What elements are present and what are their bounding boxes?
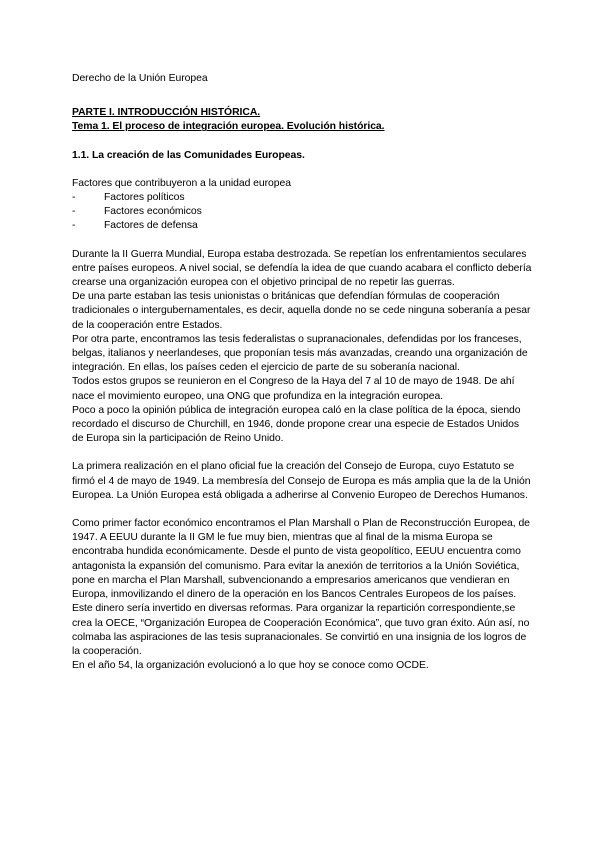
factors-intro: Factores que contribuyeron a la unidad europea	[72, 177, 291, 189]
paragraph-block-1	[72, 248, 532, 447]
part-title: PARTE I. INTRODUCCIÓN HISTÓRICA.	[72, 107, 261, 119]
tema-title: Tema 1. El proceso de integración europea. Evolución histórica.	[72, 121, 385, 133]
factors-list	[72, 191, 532, 234]
paragraph: En el año 54, la organización evolucionó a lo que hoy se conoce como OCDE.	[72, 660, 429, 672]
paragraph: La primera realización en el plano oficial fue la creación del Consejo de Europa, cuyo Estatuto se firmó el 4 de mayo de 1949. La membresía del Consejo de Europa es más amplia que la de la Unión Europea. La Unión Europea está obligada a adherirse al Convenio Europeo de Derechos Humanos.	[72, 461, 531, 501]
section-title: 1.1. La creación de las Comunidades Europeas.	[72, 149, 305, 161]
paragraph: Por otra parte, encontramos las tesis federalistas o supranacionales, defendidas por los franceses, belgas, italianos y neerlandeses, que proponían tesis más avanzadas, creando una organización de integración. En ellas, los países ceden el ejercicio de parte de su soberanía nacional.	[72, 333, 528, 374]
document-page	[72, 72, 532, 687]
paragraph: Durante la II Guerra Mundial, Europa estaba destrozada. Se repetían los enfrentamientos seculares entre países europeos. A nivel social, se defendía la idea de que cuando acabara el conflicto debería crearse una organización europea con el objetivo principal de no repetir las guerras.	[72, 248, 532, 289]
paragraph: Todos estos grupos se reunieron en el Congreso de la Haya del 7 al 10 de mayo de 1948. De ahí nace el movimiento europeo, una ONG que profundiza en la integración europea.	[72, 376, 515, 402]
paragraph: De una parte estaban las tesis unionistas o británicas que defendían fórmulas de cooperación tradicionales o intergubernamentales, es decir, aquella donde no se cede ninguna soberanía a pesar de la cooperación entre Estados.	[72, 291, 531, 331]
document-header: Derecho de la Unión Europea	[72, 73, 208, 84]
paragraph: Como primer factor económico encontramos el Plan Marshall o Plan de Reconstrucción Europea, de 1947. A EEUU durante la II GM le fue muy bien, mientras que al final de la misma Europa se encontraba hundida económicamente. Desde el punto de vista geopolítico, EEUU encuentra como antagonista la expansión del comunismo. Para evitar la anexión de territorios a la Unión Soviética, pone en marcha el Plan Marshall, subvencionando a empresarios americanos que vendieran en Europa, inmovilizando el dinero de la operación en los Bancos Centrales Europeos de los países. Este dinero sería invertido en diversas reformas. Para organizar la repartición correspondiente,se crea la OECE, “Organización Europea de Cooperación Económica”, que tuvo gran éxito. Aún así, no colmaba las aspiraciones de las tesis supranacionales. Se convirtió en una insignia de los logros de la cooperación.	[72, 518, 530, 657]
paragraph: Poco a poco la opinión pública de integración europea caló en la clase política de la época, siendo recordado el discurso de Churchill, en 1946, donde propone crear una especie de Estados Unidos de Europa sin la participación de Reino Unido.	[72, 404, 521, 445]
list-item: - Factores políticos	[72, 192, 185, 204]
list-item: - Factores económicos	[72, 206, 202, 218]
paragraph-block-2	[72, 460, 532, 503]
list-item: - Factores de defensa	[72, 220, 198, 232]
paragraph-block-3	[72, 517, 532, 673]
